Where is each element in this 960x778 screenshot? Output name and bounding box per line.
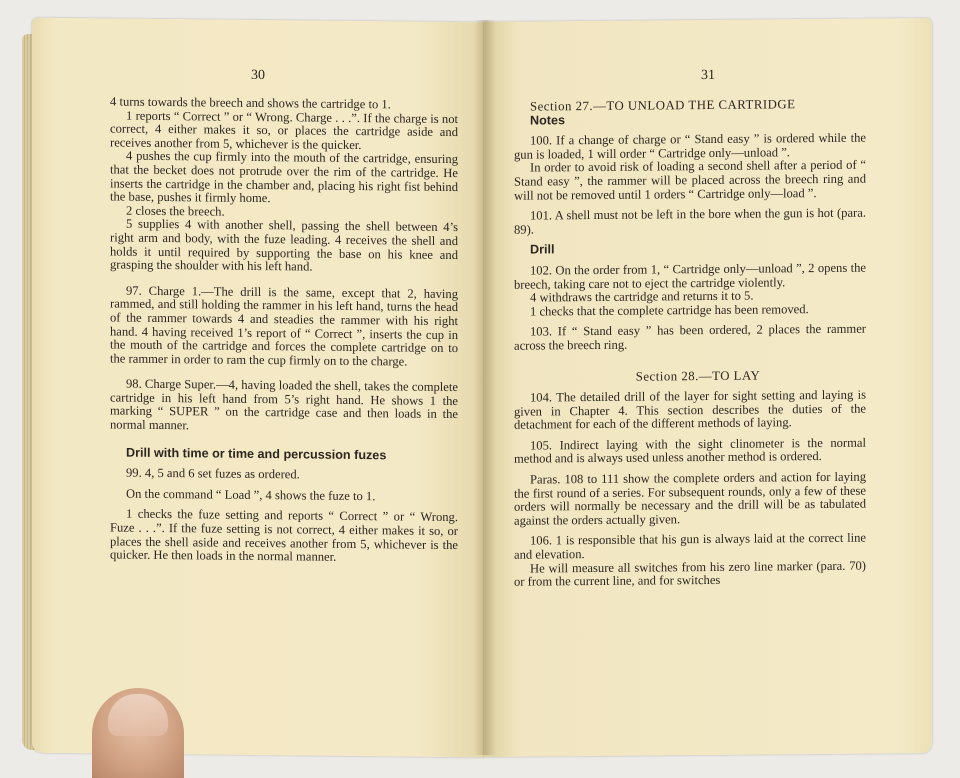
- paragraph: 4 pushes the cup firmly into the mouth of the cartridge, ensuring that the becket does not protrude over the rim of the cartridge. He inserts the cartridge in the chamber and, placing his right fist behind the base, pushes it firmly home.: [110, 148, 458, 206]
- section-27-heading: Section 27.—TO UNLOAD THE CARTRIDGE: [530, 97, 796, 114]
- paragraph: 4 turns towards the breech and shows the cartridge to 1.: [110, 94, 391, 112]
- paragraph: Paras. 108 to 111 show the complete orders and action for laying the first round of a series. For subsequent rounds, only a few of these orders will normally be necessary and the drill will be as tabulated against the orders actually given.: [514, 469, 866, 528]
- paragraph-106: 106. 1 is responsible that his gun is always laid at the correct line and elevation.: [514, 531, 866, 562]
- left-page: [32, 18, 484, 758]
- right-page: [484, 18, 932, 757]
- right-page-text: [514, 98, 866, 590]
- paragraph: In order to avoid risk of loading a second shell after a period of “ Stand easy ”, the rammer will be placed across the breech ring and will not be removed until 1 orders “ Cartridge only—load ”.: [514, 157, 866, 203]
- paragraph: On the command “ Load ”, 4 shows the fuze to 1.: [126, 486, 376, 504]
- paragraph: 4 withdraws the cartridge and returns it to 5.: [530, 288, 754, 305]
- paragraph-102: 102. On the order from 1, “ Cartridge only—unload ”, 2 opens the breech, taking care not to eject the cartridge violently.: [514, 260, 866, 292]
- open-book: [22, 20, 940, 755]
- paragraph: 2 closes the breech.: [126, 203, 225, 219]
- paragraph: He will measure all switches from his zero line marker (para. 70) or from the current line, and for switches: [514, 558, 866, 589]
- paragraph-98: 98. Charge Super.—4, having loaded the shell, takes the complete cartridge in his left hand from 5’s right hand. He shows 1 the marking “ SUPER ” on the cartridge case and then loads in the normal manner.: [110, 376, 458, 433]
- paragraph-100: 100. If a change of charge or “ Stand easy ” is ordered while the gun is loaded, 1 will order “ Cartridge only—unload ”.: [514, 130, 866, 162]
- paragraph-101: 101. A shell must not be left in the bore when the gun is hot (para. 89).: [514, 205, 866, 237]
- paragraph: 5 supplies 4 with another shell, passing the shell between 4’s right arm and body, with the fuze leading. 4 receives the shell and holds it until required by supporting the base on his knee and grasping the shoulder with his left hand.: [110, 216, 458, 274]
- left-page-text: [110, 95, 458, 565]
- section-28-heading: Section 28.—TO LAY: [635, 368, 761, 384]
- page-number-left: 30: [251, 67, 265, 84]
- paragraph-105: 105. Indirect laying with the sight clinometer is the normal method and is always used unless another method is ordered.: [514, 435, 866, 467]
- paragraph-103: 103. If “ Stand easy ” has been ordered, 2 places the rammer across the breech ring.: [514, 321, 866, 353]
- page-number-right: 31: [701, 67, 715, 84]
- drill-heading: Drill: [530, 242, 555, 257]
- paragraph-97: 97. Charge 1.—The drill is the same, except that 2, having rammed, and still holding the rammer in his left hand, turns the head of the rammer towards 4 and steadies the rammer with his right hand. 4 having received 1’s report of “ Correct ”, inserts the cup in the mouth of the cartridge and forces the complete cartridge on to the rammer in order to ram the cup firmly on to the charge.: [110, 283, 458, 369]
- paragraph-104: 104. The detailed drill of the layer for sight setting and laying is given in Chapter 4. This section describes the duties of the detachment for each of the different methods of laying.: [514, 387, 866, 432]
- notes-heading: Notes: [530, 112, 565, 128]
- section-heading-fuzes: Drill with time or time and percussion fuzes: [126, 445, 387, 463]
- paragraph-99: 99. 4, 5 and 6 set fuzes as ordered.: [126, 465, 300, 482]
- paragraph: 1 reports “ Correct ” or “ Wrong. Charge . . .”. If the charge is not correct, 4 either makes it so, or places the cartridge aside and receives another from 5, whichever is the quicker.: [110, 108, 458, 152]
- paragraph: 1 checks that the complete cartridge has been removed.: [530, 301, 809, 319]
- paragraph: 1 checks the fuze setting and reports “ Correct ” or “ Wrong. Fuze . . .”. If the fuze setting is not correct, 4 either makes it so, or places the shell aside and receives another from 5, whichever is the quicker. He then loads in the normal manner.: [110, 507, 458, 565]
